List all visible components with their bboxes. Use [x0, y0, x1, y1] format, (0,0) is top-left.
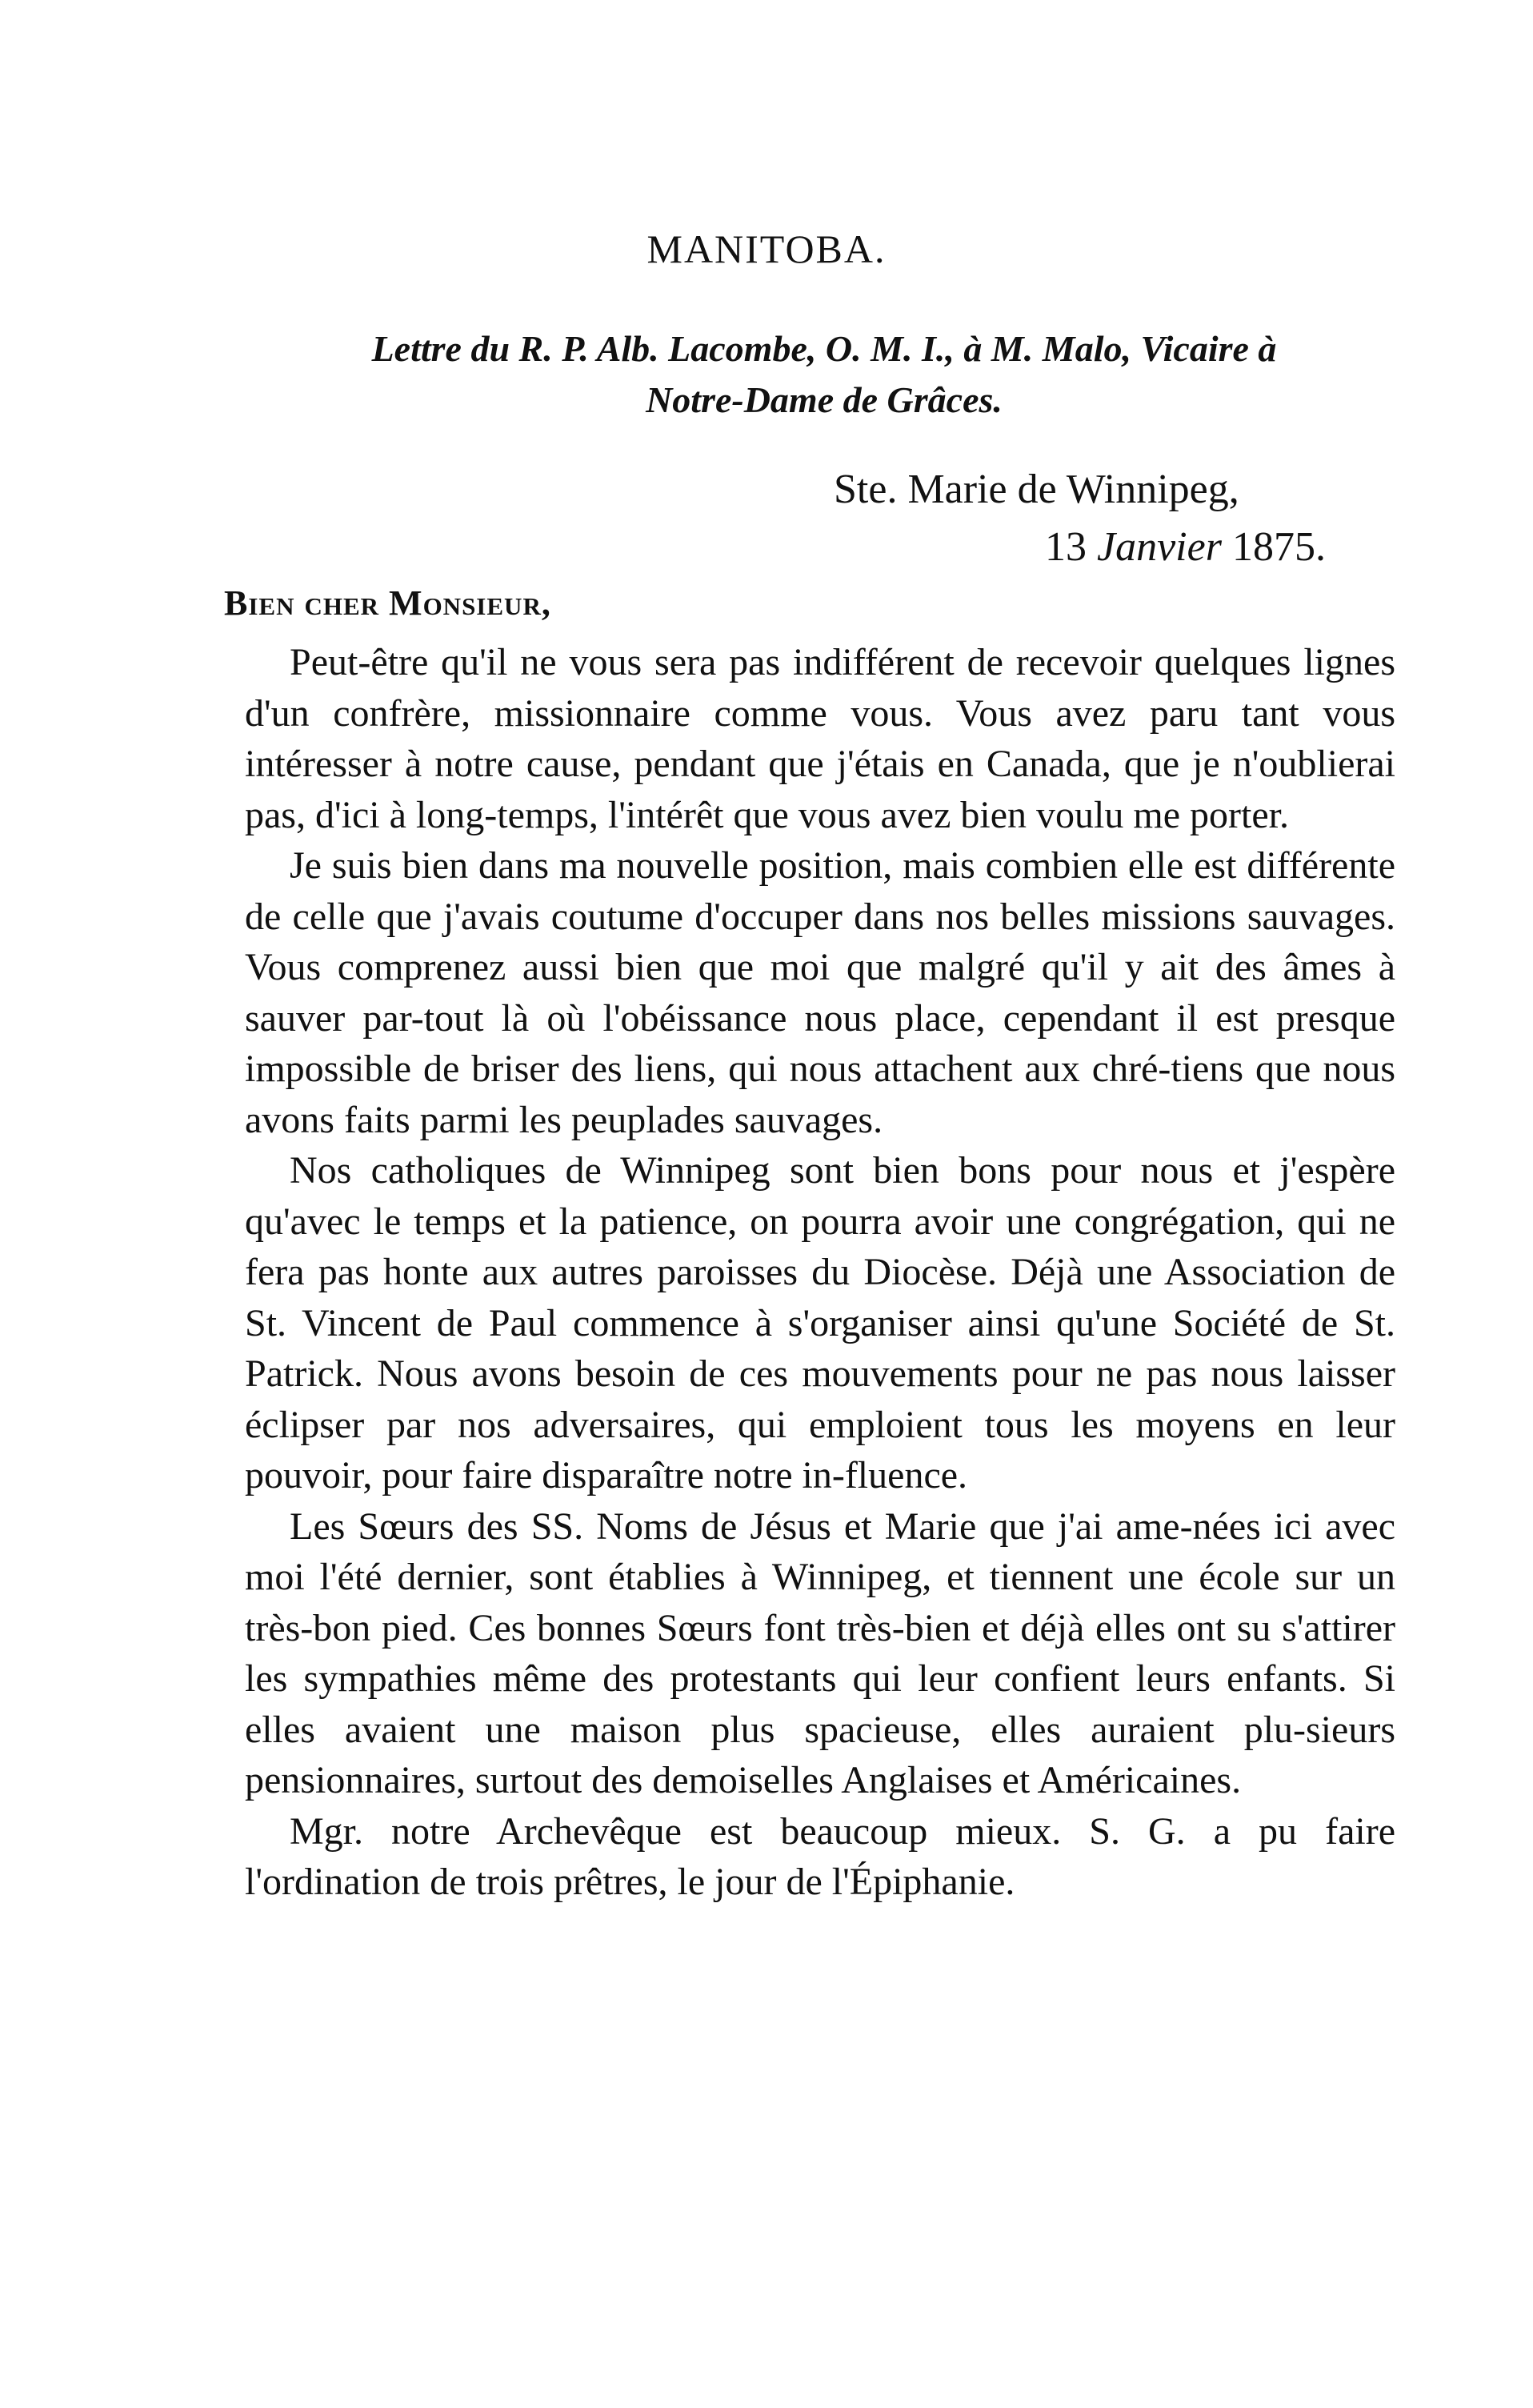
paragraph-5: Mgr. notre Archevêque est beaucoup mieux. S. G. a pu faire l'ordination de trois prêtres, le jour de l'Épiphanie.	[245, 1809, 1395, 1903]
paragraph-1: Peut-être qu'il ne vous sera pas indifférent de recevoir quelques lignes d'un confrère, missionnaire comme vous. Vous avez paru tant vous intéresser à notre cause, pendant que j'étais en Canada, que je n'oublierai pas, d'ici à long-temps, l'intérêt que vous avez bien voulu me porter.	[245, 641, 1395, 836]
date-day: 13	[1045, 524, 1087, 570]
paragraph-2: Je suis bien dans ma nouvelle position, mais combien elle est différente de celle que j'avais coutume d'occuper dans nos belles missions sauvages. Vous comprenez aussi bien que moi que malgré qu'il y ait des âmes à sauver par-tout là où l'obéissance nous place, cependant il est presque impossible de briser des liens, qui nous attachent aux chré-tiens que nous avons faits parmi les peuplades sauvages.	[245, 844, 1395, 1141]
paragraph-3: Nos catholiques de Winnipeg sont bien bons pour nous et j'espère qu'avec le temps et la patience, on pourra avoir une congrégation, qui ne fera pas honte aux autres paroisses du Diocèse. Déjà une Association de St. Vincent de Paul commence à s'organiser ainsi qu'une Société de St. Patrick. Nous avons besoin de ces mouvements pour ne pas nous laisser éclipser par nos adversaires, qui emploient tous les moyens en leur pouvoir, pour faire disparaître notre in-fluence.	[245, 1149, 1395, 1496]
letter-body	[245, 637, 1395, 1908]
salutation: Bien cher Monsieur,	[224, 583, 551, 623]
letter-byline	[240, 323, 1408, 426]
date-year: 1875.	[1231, 524, 1326, 570]
byline-line-2: Notre-Dame de Grâces.	[646, 379, 1003, 420]
paragraph-4: Les Sœurs des SS. Noms de Jésus et Marie que j'ai ame-nées ici avec moi l'été dernier, sont établies à Winnipeg, et tiennent une école sur un très-bon pied. Ces bonnes Sœurs font très-bien et déjà elles ont su s'attirer les sympathies même des protestants qui leur confient leurs enfants. Si elles avaient une maison plus spacieuse, elles auraient plu-sieurs pensionnaires, surtout des demoiselles Anglaises et Américaines.	[245, 1504, 1395, 1801]
dateline-date	[1045, 523, 1326, 571]
page-title: MANITOBA.	[646, 226, 887, 271]
byline-line-1: Lettre du R. P. Alb. Lacombe, O. M. I., à M. Malo, Vicaire à	[371, 328, 1277, 369]
dateline-place: Ste. Marie de Winnipeg,	[834, 467, 1239, 512]
date-month: Janvier	[1097, 524, 1222, 570]
